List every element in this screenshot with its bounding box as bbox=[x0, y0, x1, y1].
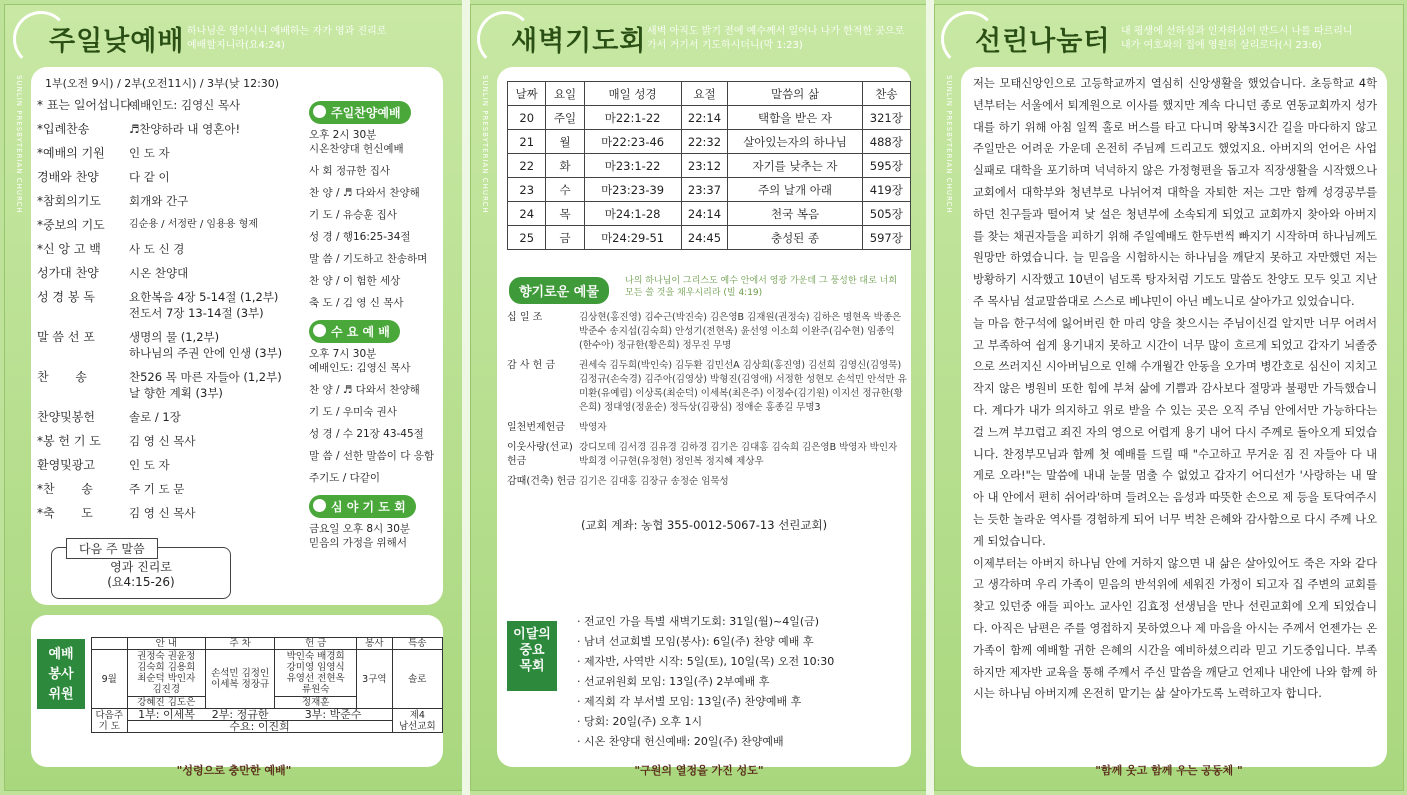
order-row bbox=[37, 505, 307, 521]
order-value: 주 기 도 문 bbox=[129, 482, 185, 496]
order-value: ♬찬양하라 내 영혼아! bbox=[129, 122, 241, 136]
table-cell: 24:45 bbox=[681, 226, 728, 250]
church-bank-account: (교회 계좌: 농협 355-0012-5067-13 선린교회) bbox=[581, 518, 828, 532]
table-cell: 9월 bbox=[92, 650, 128, 709]
table-cell: 금 bbox=[546, 226, 584, 250]
order-label: *참회의기도 bbox=[37, 194, 101, 208]
order-value: 다 같 이 bbox=[129, 170, 170, 184]
table-cell: 자기를 낮추는 자 bbox=[728, 154, 862, 178]
monthly-news-list bbox=[577, 615, 902, 755]
order-value: 예배인도: 김영신 목사 bbox=[129, 98, 241, 112]
order-row bbox=[37, 265, 307, 281]
order-row bbox=[37, 97, 307, 113]
offering-names: 김기은 김대홍 김장규 송정순 임묵성 bbox=[579, 476, 729, 487]
order-value: 김순용 / 서정란 / 임용용 형제 bbox=[129, 219, 258, 230]
order-label: *입례찬송 bbox=[37, 122, 90, 136]
table-cell: 23 bbox=[508, 178, 546, 202]
table-header: 찬송 bbox=[862, 82, 910, 106]
wednesday-service bbox=[309, 320, 439, 485]
service-line: 말 씀 / 기도하고 찬송하며 bbox=[309, 253, 428, 265]
testimony-card bbox=[961, 67, 1387, 767]
table-header: 요절 bbox=[681, 82, 728, 106]
order-label: 찬 송 bbox=[37, 370, 87, 384]
table-cell: 목 bbox=[546, 202, 584, 226]
table-cell: 천국 복음 bbox=[728, 202, 862, 226]
worship-order-list bbox=[37, 97, 307, 529]
service-line: 찬 양 / ♬ 다와서 찬양해 bbox=[309, 187, 420, 199]
order-row bbox=[37, 409, 307, 425]
dawn-prayer-card bbox=[497, 67, 911, 767]
table-header: 주 차 bbox=[206, 638, 275, 650]
vertical-church-name: SUNLIN PRESBYTERIAN CHURCH bbox=[15, 75, 23, 214]
table-cell: 박인숙 배경희 강미영 임영식 유영선 전현옥 류원숙 bbox=[275, 650, 357, 697]
offering-names: 박영자 bbox=[579, 422, 607, 433]
service-pill: 심 야 기 도 회 bbox=[309, 495, 416, 518]
order-row bbox=[37, 289, 307, 321]
table-cell: 21 bbox=[508, 130, 546, 154]
table-cell: 마24:29-51 bbox=[584, 226, 681, 250]
service-line: 축 도 / 김 영 신 목사 bbox=[309, 297, 404, 309]
table-cell: 505장 bbox=[862, 202, 910, 226]
table-header: 봉사 bbox=[357, 638, 393, 650]
table-cell: 솔로 bbox=[392, 650, 442, 709]
order-value: 김 영 신 목사 bbox=[129, 506, 196, 520]
list-item: · 선교위원회 모임: 13일(주) 2부예배 후 bbox=[577, 675, 770, 688]
table-row bbox=[508, 178, 911, 202]
worship-panel bbox=[4, 4, 464, 791]
order-label: * 표는 일어섭니다. bbox=[37, 98, 136, 112]
volunteers-label: 예배 봉사 위원 bbox=[37, 639, 85, 709]
monthly-news-label: 이달의 중요 목회 bbox=[507, 621, 557, 691]
table-cell: 20 bbox=[508, 106, 546, 130]
order-row bbox=[37, 217, 307, 233]
table-header: 매일 성경 bbox=[584, 82, 681, 106]
order-label: 성 경 봉 독 bbox=[37, 290, 95, 304]
news-text: 시온 찬양대 헌신예배: 20일(주) 찬양예배 bbox=[584, 735, 784, 748]
list-item: · 제자반, 사역반 시작: 5일(토), 10일(목) 오전 10:30 bbox=[577, 655, 835, 668]
table-cell: 충성된 종 bbox=[728, 226, 862, 250]
table-cell: 3부: 박준수 bbox=[275, 709, 392, 721]
service-line: 오후 7시 30분 예배인도: 김영신 목사 bbox=[309, 348, 411, 374]
dawn-prayer-motto: 새벽 아직도 밝기 전에 예수께서 일어나 나가 한적한 곳으로 가서 거기서 기도하시더니(막 1:23) bbox=[647, 26, 905, 51]
table-cell: 24:14 bbox=[681, 202, 728, 226]
order-value: 회개와 간구 bbox=[129, 194, 189, 208]
table-cell: 488장 bbox=[862, 130, 910, 154]
list-item: · 당회: 20일(주) 오후 1시 bbox=[577, 715, 703, 728]
order-label: *예배의 기원 bbox=[37, 146, 105, 160]
order-label: 성가대 찬양 bbox=[37, 266, 99, 280]
service-line: 찬 양 / ♬ 다와서 찬양해 bbox=[309, 384, 420, 396]
offering-type: 일천번제헌금 bbox=[507, 422, 565, 433]
table-cell: 주일 bbox=[546, 106, 584, 130]
table-cell: 수요: 이진희 bbox=[127, 721, 392, 733]
other-services bbox=[309, 101, 439, 560]
service-times: 1부(오전 9시) / 2부(오전11시) / 3부(낮 12:30) bbox=[45, 77, 280, 90]
table-cell: 3구역 bbox=[357, 650, 393, 709]
order-label: *중보의 기도 bbox=[37, 218, 105, 232]
order-value: 인 도 자 bbox=[129, 458, 170, 472]
service-line: 기 도 / 유승훈 집사 bbox=[309, 209, 397, 221]
order-row bbox=[37, 121, 307, 137]
table-cell: 살아있는자의 하나님 bbox=[728, 130, 862, 154]
offering-type: 감때(건축) 헌금 bbox=[507, 476, 576, 487]
sunday-praise-service bbox=[309, 101, 439, 310]
table-cell: 정재훈 bbox=[275, 697, 357, 709]
order-row bbox=[37, 169, 307, 185]
table-header: 특송 bbox=[392, 638, 442, 650]
table-row bbox=[508, 154, 911, 178]
offering-type: 감 사 헌 금 bbox=[507, 360, 556, 371]
table-cell: 23:12 bbox=[681, 154, 728, 178]
order-label: *축 도 bbox=[37, 506, 93, 520]
table-row bbox=[92, 650, 443, 697]
order-value: 생명의 물 (1,2부) 하나님의 주권 안에 인생 (3부) bbox=[129, 330, 283, 360]
worship-motto: 하나님은 영이시니 예배하는 자가 영과 진리로 예배할지니라(요4:24) bbox=[187, 26, 387, 51]
table-cell: 419장 bbox=[862, 178, 910, 202]
order-label: 말 씀 선 포 bbox=[37, 330, 95, 344]
table-row bbox=[508, 106, 911, 130]
table-cell: 24 bbox=[508, 202, 546, 226]
offerings-title: 향기로운 예물 bbox=[509, 277, 609, 304]
table-cell: 택함을 받은 자 bbox=[728, 106, 862, 130]
service-line: 사 회 정규한 집사 bbox=[309, 165, 391, 177]
order-label: 경배와 찬양 bbox=[37, 170, 99, 184]
table-cell: 321장 bbox=[862, 106, 910, 130]
table-header: 헌 금 bbox=[275, 638, 357, 650]
table-header bbox=[92, 638, 128, 650]
news-text: 제자반, 사역반 시작: 5일(토), 10일(목) 오전 10:30 bbox=[584, 655, 835, 668]
table-cell: 마24:1-28 bbox=[584, 202, 681, 226]
table-row bbox=[508, 130, 911, 154]
table-row bbox=[92, 638, 443, 650]
order-row bbox=[37, 329, 307, 361]
offering-type: 이웃사랑(선교) 헌금 bbox=[507, 442, 573, 467]
offerings-list bbox=[507, 311, 907, 495]
order-value: 찬526 목 마른 자들아 (1,2부) 날 향한 계획 (3부) bbox=[129, 370, 282, 400]
next-week-sermon bbox=[51, 542, 231, 599]
sharing-title: 선린나눔터 bbox=[975, 26, 1111, 57]
dawn-prayer-title: 새벽기도회 bbox=[511, 26, 647, 57]
table-cell: 제4 남선교회 bbox=[392, 709, 442, 733]
table-cell: 22:32 bbox=[681, 130, 728, 154]
list-item: · 제직회 각 부서별 모임: 13일(주) 찬양예배 후 bbox=[577, 695, 802, 708]
order-label: *봉 헌 기 도 bbox=[37, 434, 101, 448]
service-line: 금요일 오후 8시 30분 믿음의 가정을 위해서 bbox=[309, 523, 411, 549]
bible-reading-table bbox=[507, 81, 911, 250]
table-cell: 마23:23-39 bbox=[584, 178, 681, 202]
sharing-motto: 내 평생에 선하심과 인자하심이 반드시 나를 따르리니 내가 여호와의 집에 영원히 살리로다(시 23:6) bbox=[1121, 26, 1353, 51]
order-row bbox=[37, 369, 307, 401]
list-item bbox=[507, 311, 907, 353]
table-cell: 1부: 이세복 bbox=[127, 709, 206, 721]
table-cell: 강혜진 김도은 bbox=[127, 697, 206, 709]
service-line: 말 씀 / 선한 말씀이 다 응함 bbox=[309, 450, 434, 462]
table-row bbox=[508, 226, 911, 250]
order-value: 김 영 신 목사 bbox=[129, 434, 196, 448]
table-cell: 마23:1-22 bbox=[584, 154, 681, 178]
table-row bbox=[508, 82, 911, 106]
service-pill: 주일찬양예배 bbox=[309, 101, 411, 124]
vertical-church-name: SUNLIN PRESBYTERIAN CHURCH bbox=[481, 75, 489, 214]
news-text: 제직회 각 부서별 모임: 13일(주) 찬양예배 후 bbox=[584, 695, 802, 708]
table-cell: 마22:23-46 bbox=[584, 130, 681, 154]
sharing-panel bbox=[934, 4, 1404, 791]
table-row bbox=[92, 709, 443, 721]
order-label: *신 앙 고 백 bbox=[37, 242, 101, 256]
testimony-text: 저는 모태신앙인으로 고등학교까지 열심히 신앙생활을 했었습니다. 초등학교 4학년부터는 서울에서 퇴계원으로 이사를 했지만 계속 다니던 종로 연동교회까지 성가대를 하기 위해 아침 일찍 홀로 버스를 타고 다니며 왕복3시간 길을 마다하지 않고 주일만은 어려운 가운데 온전히 주님께 드리고도 했었지요. 아버지의 언어은 사업실패로 대학을 포기하며 넉넉하지 않은 가정형편을 돕고자 직장생활을 시작했으나 교회에서 대학부와 청년부로 나뉘어져 대학을 자퇴한 저는 그만 함께 성경공부를 하던 친구들과 떨어져 낯 설은 청년부에 소속되게 되었고 교회까지 찾아와 아버지를 찾는 채권자들을 피하기 위해 주일예배도 한두번씩 빠지기 시작하며 하나님께도 원망만 하였습니다. 늘 믿음을 시험하시는 하나님을 깨닫지 못하고 자만했던 저는 방황하기 시작했고 10년이 넘도록 탕자처럼 기도도 말씀도 찬양도 모두 잊고 지난주 목사님 설교말씀대로 스스로 베냐민이 아닌 베노니로 살아가고 있었습니다. 늘 마음 한구석에 잃어버린 한 마리 양을 찾으시는 주님이신걸 알지만 너무 어려서고 부족하여 쉽게 용기내지 못하고 시간이 너무 많이 흐르게 되었고 갑자기 뇌졸중으로 쓰러지신 시아버님으로 인해 수개월간 안동을 오가며 병간호로 심신이 지치고 작지 않은 병원비 또한 힘에 부쳐 삶에 기쁨과 감사보다 절망과 불평만 가득했습니다. 계다가 내가 의지하고 위로 받을 수 있는 곳은 오직 주님 안에서만 가능하다는걸 느껴 부끄럽고 죄진 자의 영으로 어렵게 용기 내어 다시 주께로 돌아오게 되었습니다. 찬정부모님과 함께 첫 예배를 드릴 때 "수고하고 무거운 짐 진 자들아 다 내게로 오라!"는 말씀에 내내 눈물 멈출 수 없었고 갑자기 어디선가 '사랑하는 내 딸아 내 안에서 편히 쉬어라'하며 들려오는 음성과 따뜻한 손으로 제 등을 토닥여주시는 듯한 놀라운 역사를 경험하게 되어 너무 벅찬 은혜와 감사함으로 다시 주께 나오게 되었습니다. 이제부터는 아버지 하나님 안에 거하지 않으면 내 삶은 살아있어도 죽은 자와 같다고 생각하며 우리 가족이 믿음의 반석위에 세워진 가정이 되고자 집 주변의 교회를 찾고 있던중 애들 피아노 교사인 김효정 선생님을 만나 선린교회에 오게 되었습니다. 아직은 남편은 주를 영접하지 못하였으나 제 마음을 아시는 주께서 언젠가는 온 가족이 함께 예배할 귀한 은혜의 시간을 예비하셨으리라 믿고 기도중입니다. 부족하지만 제자반 교육을 통해 주께서 주신 말씀을 깨닫고 언제나 내안에 나와 함께 하시는 하나님 아버지께 온전히 맡기는 삶 살아가도록 노력하고자 합니다. bbox=[973, 77, 1377, 701]
table-cell: 2부: 정규한 bbox=[206, 709, 275, 721]
table-cell: 다음주 기 도 bbox=[92, 709, 128, 733]
order-row bbox=[37, 145, 307, 161]
service-line: 오후 2시 30분 시온찬양대 헌신예배 bbox=[309, 129, 404, 155]
order-row bbox=[37, 433, 307, 449]
table-cell: 595장 bbox=[862, 154, 910, 178]
table-cell: 월 bbox=[546, 130, 584, 154]
order-value: 솔로 / 1장 bbox=[129, 410, 181, 424]
table-cell: 597장 bbox=[862, 226, 910, 250]
offering-names: 권세숙 김두희(박인숙) 김두환 김민선A 김상희(홍진영) 김선희 김영신(김영묵) 김정규(손숙경) 김주아(김영상) 박형진(김영애) 서정한 성현모 손석민 안석만 유미환(유예림) 이상록(최순덕) 이세복(최은주) 이정수(김기원) 이지선 정규한(황은희) 정대영(정윤순) 정득상(김광심) 정애순 홍종길 무명3 bbox=[579, 360, 907, 413]
list-item: · 남녀 선교회별 모임(봉사): 6일(주) 찬양 예배 후 bbox=[577, 635, 814, 648]
service-line: 찬 양 / 이 험한 세상 bbox=[309, 275, 401, 287]
list-item bbox=[507, 441, 907, 469]
order-label: 찬양및봉헌 bbox=[37, 410, 95, 424]
volunteers-table bbox=[91, 637, 443, 733]
order-value: 인 도 자 bbox=[129, 146, 170, 160]
table-header: 날짜 bbox=[508, 82, 546, 106]
order-label: *찬 송 bbox=[37, 482, 93, 496]
next-week-text: 영과 진리로 (요4:15-26) bbox=[107, 560, 175, 589]
sharing-footer: "함께 웃고 함께 우는 공동체 " bbox=[1095, 764, 1243, 777]
service-line: 성 경 / 수 21장 43-45절 bbox=[309, 428, 424, 440]
night-prayer-service bbox=[309, 495, 439, 550]
order-row bbox=[37, 457, 307, 473]
table-cell: 권정숙 권윤정 김숙희 김용희 최순덕 박인자 김진경 bbox=[127, 650, 206, 697]
table-cell: 화 bbox=[546, 154, 584, 178]
table-header: 말씀의 삶 bbox=[728, 82, 862, 106]
news-text: 전교인 가을 특별 새벽기도회: 31일(월)~4일(금) bbox=[584, 615, 820, 628]
fold-gutter bbox=[462, 0, 470, 795]
news-text: 선교위원회 모임: 13일(주) 2부예배 후 bbox=[584, 675, 770, 688]
table-cell: 23:37 bbox=[681, 178, 728, 202]
vertical-church-name: SUNLIN PRESBYTERIAN CHURCH bbox=[945, 75, 953, 214]
offering-names: 강디모데 김서경 김유경 김하경 김기은 김대홍 김숙희 김은영B 박영자 박인자 박희경 이규현(유정현) 정인복 정지혜 제상우 bbox=[579, 442, 898, 467]
list-item: · 전교인 가을 특별 새벽기도회: 31일(월)~4일(금) bbox=[577, 615, 820, 628]
table-cell: 손석민 김정인 이세복 정장규 bbox=[206, 650, 275, 709]
table-row bbox=[92, 721, 443, 733]
offerings-verse: 나의 하나님이 그리스도 예수 안에서 영광 가운데 그 풍성한 대로 너희 모든 쓸 것을 채우시리라 (빌 4:19) bbox=[625, 276, 898, 298]
offering-type: 십 일 조 bbox=[507, 312, 543, 323]
fold-gutter bbox=[926, 0, 934, 795]
list-item bbox=[507, 359, 907, 415]
dawn-prayer-panel bbox=[470, 4, 928, 791]
offering-names: 김상현(홍진영) 김수근(박진숙) 김은영B 김재원(권정숙) 김하은 명현옥 박종은 박준수 송지섭(김숙희) 안성기(전현옥) 윤선영 이소희 이완주(김수현) 임종익(한수아) 정규한(황은희) 정무진 무명 bbox=[579, 312, 902, 351]
service-pill: 수 요 예 배 bbox=[309, 320, 400, 343]
order-value: 사 도 신 경 bbox=[129, 242, 185, 256]
order-row bbox=[37, 481, 307, 497]
table-cell: 수 bbox=[546, 178, 584, 202]
order-row bbox=[37, 241, 307, 257]
table-cell: 22 bbox=[508, 154, 546, 178]
table-cell: 주의 날개 아래 bbox=[728, 178, 862, 202]
order-label: 환영및광고 bbox=[37, 458, 95, 472]
table-row bbox=[508, 202, 911, 226]
service-line: 주기도 / 다같이 bbox=[309, 472, 381, 484]
list-item: · 시온 찬양대 헌신예배: 20일(주) 찬양예배 bbox=[577, 735, 784, 748]
next-week-tag: 다음 주 말씀 bbox=[66, 538, 158, 559]
worship-order-card bbox=[31, 67, 443, 605]
table-cell: 25 bbox=[508, 226, 546, 250]
news-text: 당회: 20일(주) 오후 1시 bbox=[584, 715, 703, 728]
service-volunteers-card bbox=[31, 615, 443, 767]
service-line: 성 경 / 행16:25-34절 bbox=[309, 231, 411, 243]
order-value: 요한복음 4장 5-14절 (1,2부) 전도서 7장 13-14절 (3부) bbox=[129, 290, 279, 320]
list-item bbox=[507, 475, 907, 489]
order-value: 시온 찬양대 bbox=[129, 266, 189, 280]
table-cell: 마22:1-22 bbox=[584, 106, 681, 130]
worship-footer: "성령으로 충만한 예배" bbox=[176, 764, 292, 777]
order-row bbox=[37, 193, 307, 209]
worship-title: 주일낮예배 bbox=[49, 26, 185, 57]
list-item bbox=[507, 421, 907, 435]
table-header: 안 내 bbox=[127, 638, 206, 650]
table-header: 요일 bbox=[546, 82, 584, 106]
service-line: 기 도 / 우미숙 권사 bbox=[309, 406, 397, 418]
dawn-prayer-footer: "구원의 열정을 가진 성도" bbox=[634, 764, 764, 777]
news-text: 남녀 선교회별 모임(봉사): 6일(주) 찬양 예배 후 bbox=[584, 635, 814, 648]
table-cell: 22:14 bbox=[681, 106, 728, 130]
